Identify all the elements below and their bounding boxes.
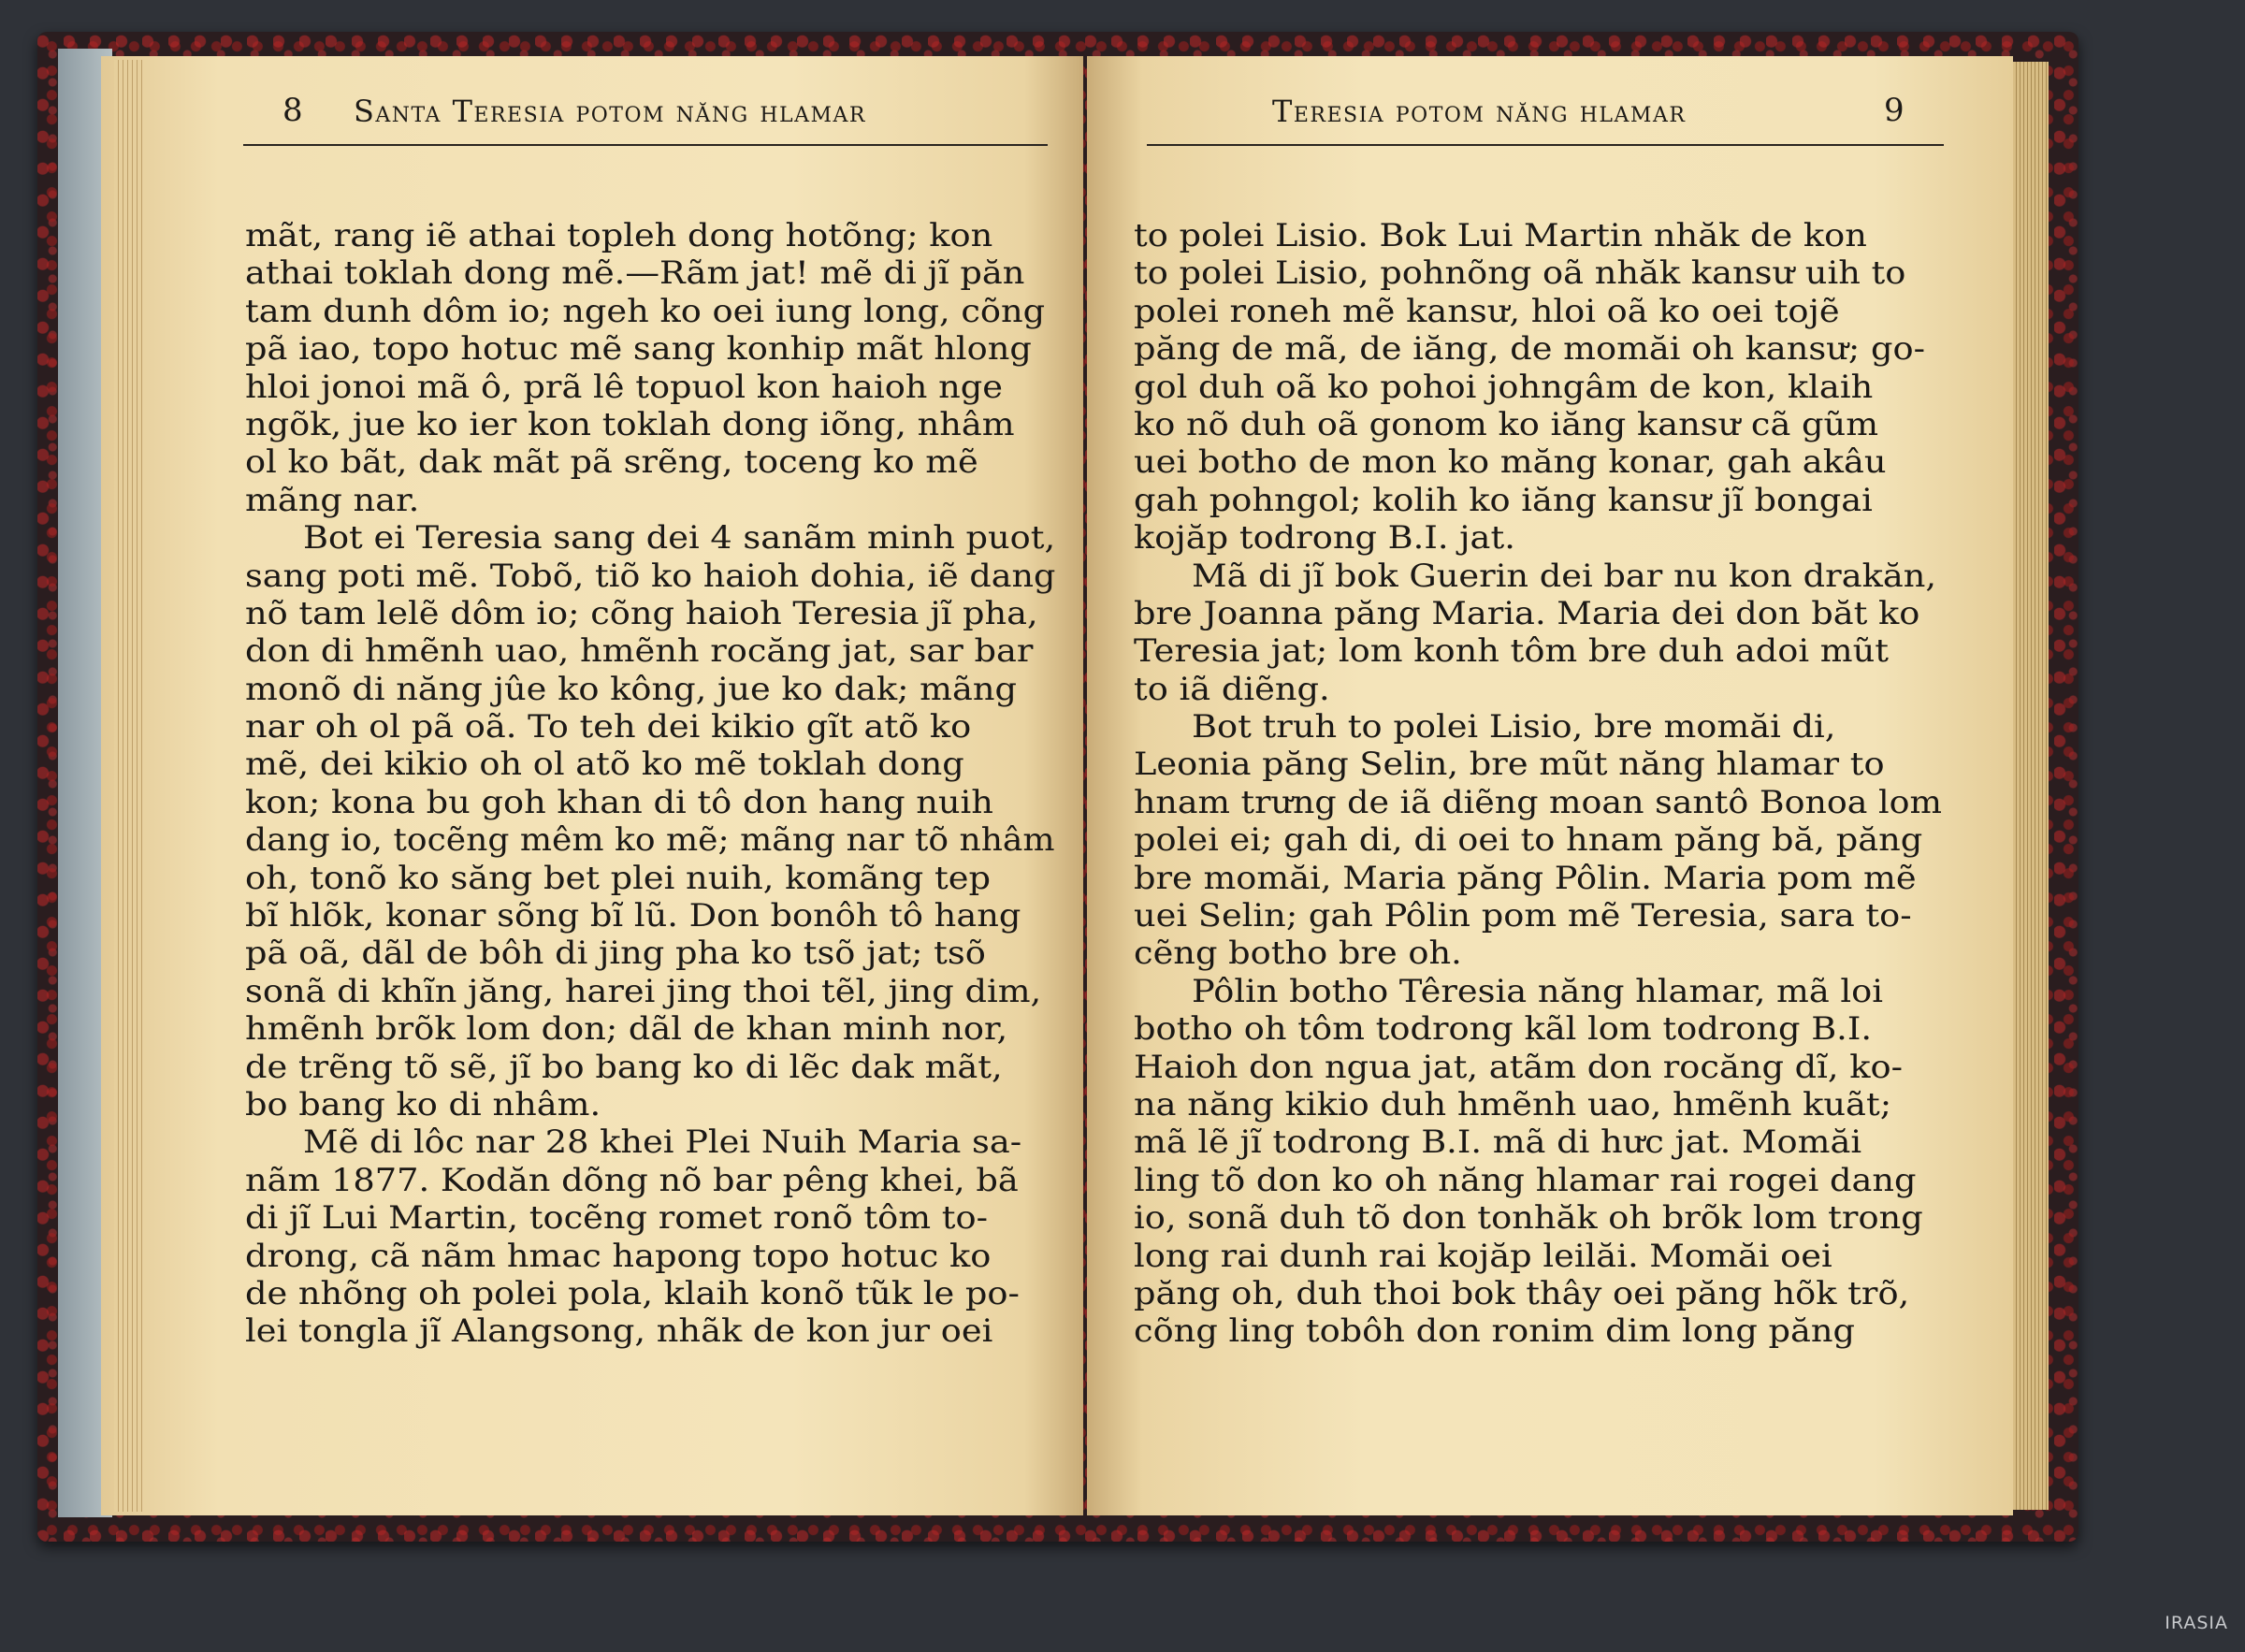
text-line: mã lẽ jĩ todrong B.I. mã di hưc jat. Momăi — [1134, 1123, 1862, 1162]
right-header-rule — [1147, 144, 1944, 146]
text-line: to polei Lisio. Bok Lui Martin nhăk de kon — [1134, 217, 1867, 254]
text-line: nãm 1877. Kodăn dõng nõ bar pêng khei, bã — [245, 1161, 1019, 1199]
text-line: ko nõ duh oã gonom ko iăng kansư cã gũm — [1134, 405, 1879, 443]
text-line: kojăp todrong B.I. jat. — [1134, 519, 1515, 558]
text-line: ngõk, jue ko ier kon toklah dong iõng, nhâm — [245, 405, 1015, 443]
text-line: Haioh don ngua jat, atãm don rocăng dĩ, ko- — [1134, 1048, 1904, 1086]
text-line: bre Joanna păng Maria. Maria dei don băt ko — [1134, 594, 1920, 632]
left-page-number: 8 — [282, 92, 304, 129]
left-page-edges — [114, 60, 142, 1512]
text-line: Bot ei Teresia sang dei 4 sanãm minh puot, — [303, 519, 1055, 558]
text-line: kon; kona bu goh khan di tô don hang nuih — [245, 783, 993, 821]
left-running-title: Santa Teresia potom năng hlamar — [354, 94, 866, 129]
text-line: mãt, rang iẽ athai topleh dong hotõng; kon — [245, 217, 993, 254]
text-line: sang poti mẽ. Tobõ, tiõ ko haioh dohia, iẽ dang — [245, 557, 1055, 595]
text-line: io, sonã duh tõ don tonhăk oh brõk lom trong — [1134, 1199, 1923, 1238]
text-line: di jĩ Lui Martin, tocẽng romet ronõ tôm to- — [245, 1199, 989, 1238]
watermark: IRASIA — [2165, 1613, 2228, 1633]
text-line: sonã di khĩn jăng, harei jing thoi tẽl, jing dim, — [245, 972, 1042, 1010]
text-line: mãng nar. — [245, 481, 420, 519]
text-line: hloi jonoi mã ô, prã lê topuol kon haioh nge — [245, 368, 1004, 406]
text-line: hnam trưng de iã diẽng moan santô Bonoa lom — [1134, 783, 1942, 821]
text-line: lei tongla jĩ Alangsong, nhãk de kon jur oei — [245, 1312, 993, 1351]
text-line: păng de mã, de iăng, de momăi oh kansư; go- — [1134, 330, 1925, 369]
text-line: bo bang ko di nhâm. — [245, 1085, 601, 1123]
text-line: de trẽng tõ sẽ, jĩ bo bang ko di lẽc dak mãt, — [245, 1048, 1003, 1086]
text-line: Bot truh to polei Lisio, bre momăi di, — [1192, 708, 1836, 746]
text-line: Leonia păng Selin, bre mũt năng hlamar to — [1134, 746, 1885, 784]
text-line: monõ di năng jûe ko kông, jue ko dak; mãng — [245, 670, 1018, 708]
left-header-rule — [243, 144, 1048, 146]
text-line: ling tõ don ko oh năng hlamar rai rogei dang — [1134, 1161, 1917, 1199]
left-page-body — [245, 217, 1055, 1351]
text-line: Teresia jat; lom konh tôm bre duh adoi mũt — [1134, 632, 1890, 671]
text-line: oh, tonõ ko săng bet plei nuih, komãng tep — [245, 859, 991, 897]
text-line: păng oh, duh thoi bok thây oei păng hõk trõ, — [1134, 1274, 1910, 1312]
text-line: drong, cã nãm hmac hapong topo hotuc ko — [245, 1237, 992, 1275]
right-page-header — [1143, 92, 1948, 140]
text-line: nar oh ol pã oã. To teh dei kikio gĩt atõ ko — [245, 708, 972, 746]
text-line: polei ei; gah di, di oei to hnam păng bă, păng — [1134, 821, 1923, 860]
text-line: gah pohngol; kolih ko iăng kansư jĩ bongai — [1134, 481, 1873, 519]
text-line: botho oh tôm todrong kãl lom todrong B.I. — [1134, 1010, 1873, 1049]
text-line: athai toklah dong mẽ.—Rãm jat! mẽ di jĩ păn — [245, 254, 1025, 293]
text-line: cẽng botho bre oh. — [1134, 935, 1462, 973]
text-line: Mã di jĩ bok Guerin dei bar nu kon drakăn, — [1192, 557, 1937, 595]
text-line: to iã diẽng. — [1134, 670, 1330, 708]
text-line: Mẽ di lôc nar 28 khei Plei Nuih Maria sa- — [303, 1123, 1022, 1162]
text-line: polei roneh mẽ kansư, hloi oã ko oei tojẽ — [1134, 292, 1840, 330]
text-line: nõ tam lelẽ dôm io; cõng haioh Teresia jĩ pha, — [245, 594, 1038, 632]
text-line: long rai dunh rai kojăp leilăi. Momăi oei — [1134, 1237, 1832, 1275]
right-page-number: 9 — [1884, 92, 1905, 129]
text-line: pã iao, topo hotuc mẽ sang konhip mãt hlong — [245, 330, 1032, 369]
text-line: uei Selin; gah Pôlin pom mẽ Teresia, sara to- — [1134, 897, 1912, 935]
text-line: gol duh oã ko pohoi johngâm de kon, klaih — [1134, 368, 1874, 406]
text-line: don di hmẽnh uao, hmẽnh rocăng jat, sar bar — [245, 632, 1034, 671]
text-line: pã oã, dãl de bôh di jing pha ko tsõ jat; tsõ — [245, 935, 986, 973]
text-line: hmẽnh brõk lom don; dãl de khan minh nor, — [245, 1010, 1008, 1049]
text-line: uei botho de mon ko măng konar, gah akâu — [1134, 443, 1887, 482]
left-page-header — [142, 92, 1059, 140]
text-line: mẽ, dei kikio oh ol atõ ko mẽ toklah dong — [245, 746, 964, 784]
text-line: Pôlin botho Têresia năng hlamar, mã loi — [1192, 972, 1884, 1010]
text-line: ol ko bãt, dak mãt pã srẽng, toceng ko mẽ — [245, 443, 978, 482]
right-running-title: Teresia potom năng hlamar — [1272, 94, 1687, 129]
text-line: dang io, tocẽng mêm ko mẽ; mãng nar tõ nhâm — [245, 821, 1055, 860]
text-line: cõng ling tobôh don ronim dim long păng — [1134, 1312, 1856, 1351]
right-page-edges — [2013, 62, 2049, 1510]
text-line: bĩ hlõk, konar sõng bĩ lũ. Don bonôh tô hang — [245, 897, 1021, 935]
text-line: na năng kikio duh hmẽnh uao, hmẽnh kuãt; — [1134, 1085, 1892, 1123]
text-line: de nhõng oh polei pola, klaih konõ tũk le po- — [245, 1274, 1020, 1312]
text-line: tam dunh dôm io; ngeh ko oei iung long, cõng — [245, 292, 1046, 330]
text-line: to polei Lisio, pohnõng oã nhăk kansư uih to — [1134, 254, 1906, 293]
text-line: bre momăi, Maria păng Pôlin. Maria pom mẽ — [1134, 859, 1917, 897]
right-page-body — [1134, 217, 1942, 1351]
